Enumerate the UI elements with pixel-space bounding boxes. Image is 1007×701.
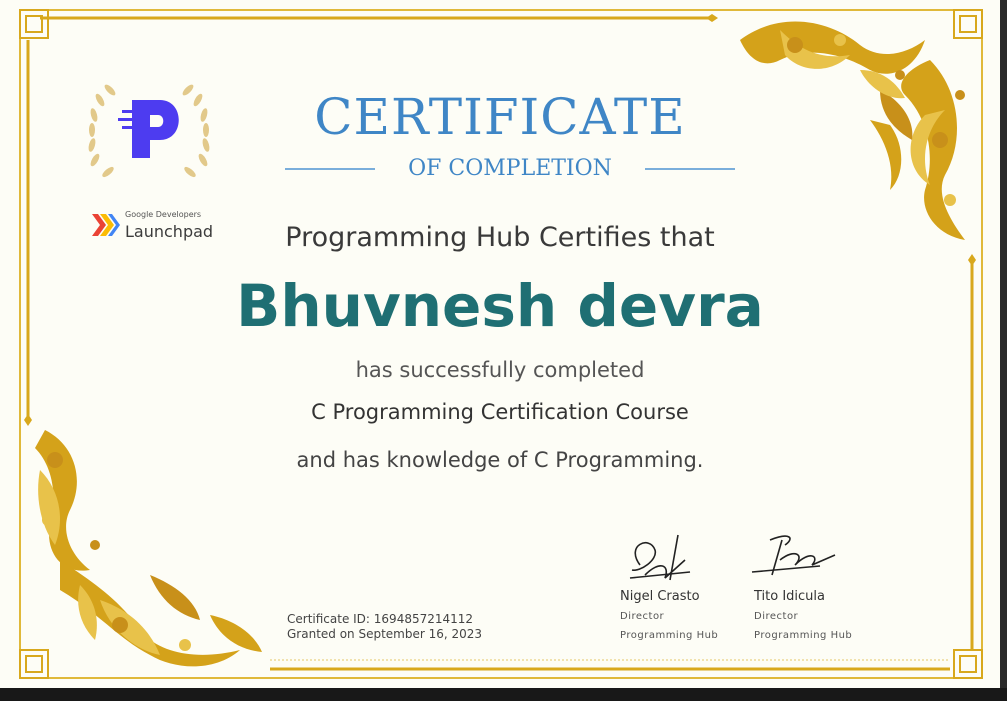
recipient-name: Bhuvnesh devra <box>236 272 764 340</box>
corner-square-tl <box>20 10 48 38</box>
signer-org-1: Programming Hub <box>620 630 719 641</box>
launchpad-big-text: Launchpad <box>125 222 214 241</box>
course-name: C Programming Certification Course <box>311 400 689 424</box>
certifies-line: Programming Hub Certifies that <box>285 222 715 253</box>
granted-date: Granted on September 16, 2023 <box>287 627 483 641</box>
signer-name-1: Nigel Crasto <box>620 589 700 604</box>
certificate-id: Certificate ID: 1694857214112 <box>287 612 474 626</box>
signer-role-1: Director <box>620 611 665 622</box>
corner-square-br <box>954 650 982 678</box>
knowledge-line: and has knowledge of C Programming. <box>296 448 704 472</box>
signer-name-2: Tito Idicula <box>754 589 825 604</box>
subtitle-divider-right <box>645 168 735 170</box>
signature-tito <box>752 536 835 575</box>
corner-square-tr <box>954 10 982 38</box>
signer-role-2: Director <box>754 611 799 622</box>
subtitle-row <box>285 156 735 182</box>
window-edge-bottom <box>0 688 1007 701</box>
signature-nigel <box>630 535 690 580</box>
signer-org-2: Programming Hub <box>754 630 853 641</box>
completed-line: has successfully completed <box>355 358 645 382</box>
launchpad-small-text: Google Developers <box>125 210 202 219</box>
corner-square-bl <box>20 650 48 678</box>
certificate-title: CERTIFICATE <box>314 88 686 146</box>
certificate-subtitle: OF COMPLETION <box>408 156 612 181</box>
window-edge-right <box>1000 0 1007 701</box>
